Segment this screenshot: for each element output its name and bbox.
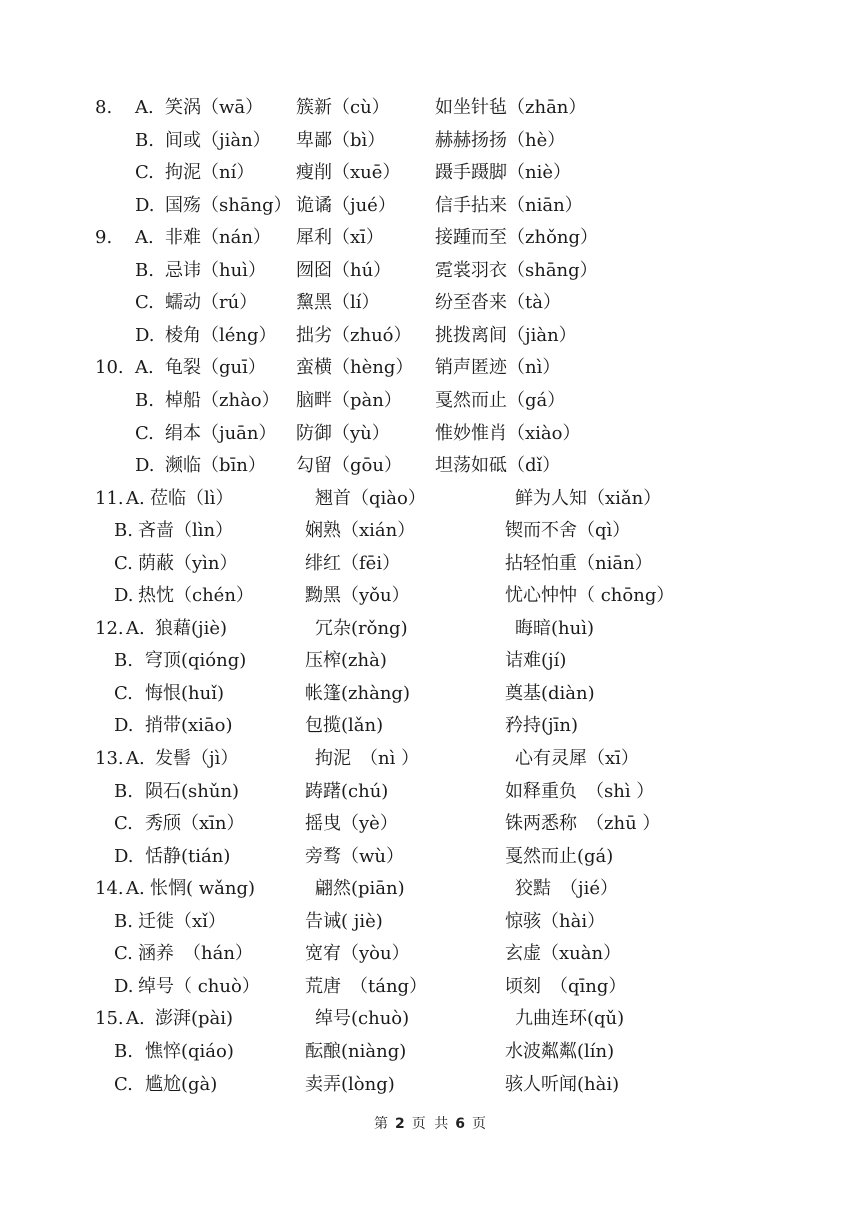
word-item-3: 接踵而至（zhǒng） bbox=[435, 227, 599, 249]
word-item-3: 信手拈来（niān） bbox=[435, 194, 583, 216]
word-item-3: 销声匿迹（nì） bbox=[435, 357, 561, 379]
word-item-3: 拈轻怕重（niān） bbox=[505, 552, 653, 574]
word-item-2: 拘泥 （nì ） bbox=[315, 748, 420, 769]
word-item-3: 赫赫扬扬（hè） bbox=[435, 129, 566, 151]
option-letter: C. bbox=[114, 1073, 133, 1095]
question-row bbox=[0, 548, 860, 580]
word-item-2: 簇新（cù） bbox=[296, 97, 390, 118]
question-row bbox=[0, 483, 860, 515]
word-item-1: 绢本（juān） bbox=[165, 422, 277, 444]
word-item-2: 帐篷(zhàng) bbox=[305, 682, 410, 704]
option-letter: B. bbox=[114, 780, 133, 802]
word-item-1: 尴尬(gà) bbox=[145, 1073, 218, 1095]
word-item-1: 间或（jiàn） bbox=[165, 129, 271, 151]
word-item-2: 娴熟（xián） bbox=[305, 520, 416, 542]
question-row bbox=[0, 873, 860, 905]
word-item-1: 棱角（léng） bbox=[165, 324, 277, 346]
word-item-1: 秀颀（xīn） bbox=[145, 813, 245, 835]
word-item-2: 包揽(lǎn) bbox=[305, 715, 384, 737]
option-letter: D. bbox=[114, 715, 134, 737]
word-item-2: 旁骛（wù） bbox=[305, 845, 404, 867]
word-item-1: 濒临（bīn） bbox=[165, 455, 266, 477]
question-row bbox=[0, 385, 860, 417]
word-item-1: 怅惘( wǎng) bbox=[150, 878, 256, 900]
word-item-3: 鲜为人知（xiǎn） bbox=[515, 487, 662, 509]
word-item-3: 狡黠 （jié） bbox=[515, 878, 618, 900]
footer-page-word: 页 bbox=[411, 1116, 426, 1132]
option-letter: D. bbox=[135, 194, 155, 216]
question-number: 14. bbox=[95, 878, 124, 900]
option-letter: C. bbox=[114, 682, 133, 704]
word-item-1: 拘泥（ní） bbox=[165, 162, 255, 184]
word-item-2: 囫囵（hú） bbox=[296, 259, 392, 281]
word-item-1: 穹顶(qióng) bbox=[145, 650, 247, 672]
word-item-2: 防御（yù） bbox=[296, 422, 390, 444]
question-row bbox=[0, 776, 860, 808]
word-item-3: 铢两悉称 （zhū ） bbox=[505, 813, 661, 835]
word-item-1: 涵养 （hán） bbox=[138, 943, 253, 965]
word-item-2: 压榨(zhà) bbox=[305, 650, 387, 672]
word-item-3: 锲而不舍（qì） bbox=[505, 520, 631, 542]
word-item-2: 勾留（gōu） bbox=[296, 455, 402, 477]
word-item-3: 纷至沓来（tà） bbox=[435, 292, 561, 314]
question-row bbox=[0, 1069, 860, 1101]
footer-suffix: 页 bbox=[471, 1116, 486, 1132]
word-item-3: 霓裳羽衣（shāng） bbox=[435, 259, 598, 281]
option-letter: C. bbox=[114, 552, 133, 574]
word-item-3: 心有灵犀（xī） bbox=[515, 748, 639, 769]
word-item-2: 蛮横（hèng） bbox=[296, 357, 414, 379]
word-item-3: 顷刻 （qīng） bbox=[505, 975, 627, 997]
word-item-2: 酝酿(niàng) bbox=[305, 1040, 407, 1062]
question-row bbox=[0, 841, 860, 873]
option-letter: B. bbox=[114, 650, 133, 672]
question-number: 9. bbox=[95, 227, 113, 249]
question-row bbox=[0, 645, 860, 677]
word-item-2: 踌躇(chú) bbox=[305, 780, 389, 802]
question-row bbox=[0, 450, 860, 482]
option-letter: D. bbox=[135, 324, 155, 346]
word-item-1: 吝啬（lìn） bbox=[138, 520, 234, 542]
word-item-3: 挑拨离间（jiàn） bbox=[435, 324, 577, 346]
question-row bbox=[0, 157, 860, 189]
word-item-3: 蹑手蹑脚（niè） bbox=[435, 162, 572, 184]
question-row bbox=[0, 906, 860, 938]
question-row bbox=[0, 678, 860, 710]
question-number: 8. bbox=[95, 97, 113, 118]
word-item-3: 戛然而止（gá） bbox=[435, 389, 566, 411]
option-letter: B. bbox=[114, 1040, 133, 1062]
word-item-2: 诡谲（jué） bbox=[296, 194, 396, 216]
question-row bbox=[0, 418, 860, 450]
option-letter: D. bbox=[135, 455, 155, 477]
option-letter: A. bbox=[126, 1008, 145, 1030]
word-item-3: 如坐针毡（zhān） bbox=[435, 97, 587, 118]
word-item-1: 笑涡（wā） bbox=[165, 97, 264, 118]
question-number: 13. bbox=[95, 748, 124, 769]
question-row bbox=[0, 352, 860, 384]
option-letter: D. bbox=[114, 845, 134, 867]
word-item-2: 黝黑（yǒu） bbox=[305, 585, 410, 607]
word-item-3: 坦荡如砥（dǐ） bbox=[435, 455, 561, 477]
word-item-3: 水波粼粼(lín) bbox=[505, 1040, 615, 1062]
word-item-2: 荒唐 （táng） bbox=[305, 975, 428, 997]
word-item-2: 卖弄(lòng) bbox=[305, 1073, 395, 1095]
option-letter: D. bbox=[114, 975, 134, 997]
word-item-1: 狼藉(jiè) bbox=[155, 617, 228, 639]
question-row bbox=[0, 808, 860, 840]
option-letter: C. bbox=[135, 422, 154, 444]
word-item-1: 蠕动（rú） bbox=[165, 292, 258, 314]
word-item-1: 澎湃(pài) bbox=[155, 1008, 234, 1030]
word-item-2: 拙劣（zhuó） bbox=[296, 324, 412, 346]
word-item-2: 冗杂(rǒng) bbox=[315, 617, 408, 639]
word-item-3: 矜持(jīn) bbox=[505, 715, 578, 737]
word-item-2: 犀利（xī） bbox=[296, 227, 384, 249]
word-item-1: 龟裂（guī） bbox=[165, 357, 266, 379]
option-letter: C. bbox=[135, 292, 154, 314]
word-item-2: 告诫( jiè) bbox=[305, 910, 383, 932]
word-item-1: 国殇（shāng） bbox=[165, 194, 292, 216]
option-letter: B. bbox=[135, 389, 154, 411]
question-row bbox=[0, 287, 860, 319]
word-item-3: 晦暗(huì) bbox=[515, 617, 594, 639]
question-row bbox=[0, 222, 860, 254]
question-row bbox=[0, 971, 860, 1003]
word-item-2: 宽宥（yòu） bbox=[305, 943, 410, 965]
word-item-1: 忌讳（huì） bbox=[165, 259, 266, 281]
word-item-3: 戛然而止(gá) bbox=[505, 845, 614, 867]
option-letter: A. bbox=[126, 748, 145, 769]
option-letter: B. bbox=[114, 520, 133, 542]
word-item-3: 九曲连环(qǔ) bbox=[515, 1008, 625, 1030]
option-letter: A. bbox=[135, 227, 154, 249]
page-footer bbox=[0, 1113, 860, 1133]
question-number: 10. bbox=[95, 357, 124, 379]
question-row bbox=[0, 255, 860, 287]
question-number: 12. bbox=[95, 617, 124, 639]
word-item-1: 热忱（chén） bbox=[138, 585, 254, 607]
question-row bbox=[0, 320, 860, 352]
question-row bbox=[0, 125, 860, 157]
option-letter: B. bbox=[135, 259, 154, 281]
question-row bbox=[0, 1003, 860, 1035]
word-item-1: 迁徙（xǐ） bbox=[138, 910, 226, 932]
question-row bbox=[0, 938, 860, 970]
question-row bbox=[0, 190, 860, 222]
option-letter: B. bbox=[135, 129, 154, 151]
option-letter: D. bbox=[114, 585, 134, 607]
word-item-1: 悔恨(huǐ) bbox=[145, 682, 224, 704]
word-item-2: 黧黑（lí） bbox=[296, 292, 380, 314]
option-letter: C. bbox=[114, 943, 133, 965]
question-row bbox=[0, 92, 860, 124]
option-letter: A. bbox=[126, 617, 145, 639]
word-item-3: 玄虚（xuàn） bbox=[505, 943, 622, 965]
footer-prefix: 第 bbox=[374, 1116, 389, 1132]
word-item-3: 如释重负 （shì ） bbox=[505, 780, 655, 802]
word-item-1: 非难（nán） bbox=[165, 227, 271, 249]
word-item-1: 陨石(shǔn) bbox=[145, 780, 240, 802]
word-item-3: 奠基(diàn) bbox=[505, 682, 595, 704]
word-item-2: 瘦削（xuē） bbox=[296, 162, 401, 184]
word-item-1: 捎带(xiāo) bbox=[145, 715, 233, 737]
option-letter: C. bbox=[114, 813, 133, 835]
word-item-2: 卑鄙（bì） bbox=[296, 129, 386, 151]
word-item-3: 忧心忡忡（ chōng） bbox=[505, 585, 675, 607]
word-item-1: 绰号（ chuò） bbox=[138, 975, 260, 997]
word-item-2: 绯红（fēi） bbox=[305, 552, 401, 574]
question-row bbox=[0, 580, 860, 612]
question-number: 11. bbox=[95, 487, 124, 509]
word-item-1: 荫蔽（yìn） bbox=[138, 552, 238, 574]
option-letter: A. bbox=[126, 878, 145, 900]
option-letter: C. bbox=[135, 162, 154, 184]
footer-total-word: 共 bbox=[434, 1116, 449, 1132]
option-letter: B. bbox=[114, 910, 133, 932]
word-item-1: 憔悴(qiáo) bbox=[145, 1040, 234, 1062]
word-item-1: 恬静(tián) bbox=[145, 845, 231, 867]
word-item-3: 惊骇（hài） bbox=[505, 910, 606, 932]
option-letter: A. bbox=[135, 357, 154, 379]
word-item-2: 摇曳（yè） bbox=[305, 813, 398, 835]
word-item-1: 莅临（lì） bbox=[150, 487, 234, 509]
question-row bbox=[0, 613, 860, 645]
word-item-3: 骇人听闻(hài) bbox=[505, 1073, 620, 1095]
question-row bbox=[0, 1036, 860, 1068]
question-number: 15. bbox=[95, 1008, 124, 1030]
footer-total-number: 6 bbox=[455, 1116, 465, 1132]
option-letter: A. bbox=[126, 487, 145, 509]
question-row bbox=[0, 710, 860, 742]
word-item-1: 发髻（jì） bbox=[155, 748, 239, 769]
word-item-2: 脑畔（pàn） bbox=[296, 389, 402, 411]
word-item-1: 棹船（zhào） bbox=[165, 389, 280, 411]
question-row bbox=[0, 743, 860, 775]
word-item-2: 翩然(piān) bbox=[315, 878, 405, 900]
question-row bbox=[0, 515, 860, 547]
word-item-2: 绰号(chuò) bbox=[315, 1008, 410, 1030]
footer-page-number: 2 bbox=[395, 1116, 405, 1132]
word-item-3: 惟妙惟肖（xiào） bbox=[435, 422, 581, 444]
word-item-2: 翘首（qiào） bbox=[315, 487, 426, 509]
word-item-3: 诘难(jí) bbox=[505, 650, 567, 672]
option-letter: A. bbox=[135, 97, 154, 118]
